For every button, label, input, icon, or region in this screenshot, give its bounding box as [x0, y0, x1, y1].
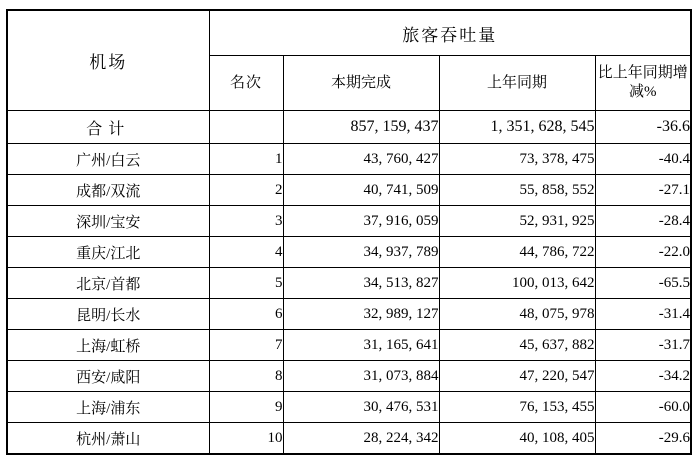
- row-rank: 10: [209, 423, 283, 455]
- header-passenger-throughput: 旅客吞吐量: [209, 10, 691, 56]
- row-rank: 4: [209, 237, 283, 268]
- row-airport: 杭州/萧山: [7, 423, 209, 455]
- row-rank: 2: [209, 175, 283, 206]
- row-change: -22.0: [595, 237, 691, 268]
- row-current: 31, 165, 641: [283, 330, 439, 361]
- header-previous-year: 上年同期: [439, 56, 595, 111]
- row-current: 34, 513, 827: [283, 268, 439, 299]
- total-airport-label: 合计: [7, 111, 209, 144]
- row-previous: 100, 013, 642: [439, 268, 595, 299]
- row-previous: 44, 786, 722: [439, 237, 595, 268]
- row-current: 37, 916, 059: [283, 206, 439, 237]
- row-change: -34.2: [595, 361, 691, 392]
- row-rank: 9: [209, 392, 283, 423]
- row-previous: 45, 637, 882: [439, 330, 595, 361]
- row-change: -31.7: [595, 330, 691, 361]
- table-row: [7, 237, 691, 268]
- table-body: [7, 111, 691, 455]
- header-current-period: 本期完成: [283, 56, 439, 111]
- row-previous: 76, 153, 455: [439, 392, 595, 423]
- row-previous: 47, 220, 547: [439, 361, 595, 392]
- row-change: -29.6: [595, 423, 691, 455]
- header-change-percent: 比上年同期增减%: [595, 56, 691, 111]
- passenger-throughput-table: [6, 9, 692, 455]
- row-change: -65.5: [595, 268, 691, 299]
- row-current: 28, 224, 342: [283, 423, 439, 455]
- row-airport: 昆明/长水: [7, 299, 209, 330]
- table-row: [7, 361, 691, 392]
- document-page: [0, 9, 696, 475]
- row-current: 30, 476, 531: [283, 392, 439, 423]
- row-rank: 1: [209, 144, 283, 175]
- header-row-group: [7, 10, 691, 56]
- row-airport: 上海/虹桥: [7, 330, 209, 361]
- row-airport: 深圳/宝安: [7, 206, 209, 237]
- row-current: 34, 937, 789: [283, 237, 439, 268]
- row-rank: 6: [209, 299, 283, 330]
- row-current: 40, 741, 509: [283, 175, 439, 206]
- row-airport: 上海/浦东: [7, 392, 209, 423]
- table-row: [7, 206, 691, 237]
- header-airport: 机场: [7, 10, 209, 111]
- table-row-total: [7, 111, 691, 144]
- table-row: [7, 268, 691, 299]
- row-rank: 8: [209, 361, 283, 392]
- row-rank: 3: [209, 206, 283, 237]
- row-rank: 7: [209, 330, 283, 361]
- table-row: [7, 330, 691, 361]
- row-change: -31.4: [595, 299, 691, 330]
- row-previous: 55, 858, 552: [439, 175, 595, 206]
- row-rank: 5: [209, 268, 283, 299]
- row-airport: 广州/白云: [7, 144, 209, 175]
- table-row: [7, 423, 691, 455]
- table-row: [7, 299, 691, 330]
- row-change: -60.0: [595, 392, 691, 423]
- table-row: [7, 144, 691, 175]
- row-airport: 西安/咸阳: [7, 361, 209, 392]
- row-airport: 重庆/江北: [7, 237, 209, 268]
- total-current: 857, 159, 437: [283, 111, 439, 144]
- row-current: 31, 073, 884: [283, 361, 439, 392]
- row-current: 43, 760, 427: [283, 144, 439, 175]
- row-airport: 北京/首都: [7, 268, 209, 299]
- row-previous: 48, 075, 978: [439, 299, 595, 330]
- row-change: -40.4: [595, 144, 691, 175]
- table-header: [7, 10, 691, 111]
- row-change: -28.4: [595, 206, 691, 237]
- total-rank: [209, 111, 283, 144]
- row-previous: 40, 108, 405: [439, 423, 595, 455]
- row-previous: 73, 378, 475: [439, 144, 595, 175]
- total-change: -36.6: [595, 111, 691, 144]
- row-airport: 成都/双流: [7, 175, 209, 206]
- total-previous: 1, 351, 628, 545: [439, 111, 595, 144]
- row-previous: 52, 931, 925: [439, 206, 595, 237]
- table-row: [7, 175, 691, 206]
- row-current: 32, 989, 127: [283, 299, 439, 330]
- row-change: -27.1: [595, 175, 691, 206]
- table-row: [7, 392, 691, 423]
- header-rank: 名次: [209, 56, 283, 111]
